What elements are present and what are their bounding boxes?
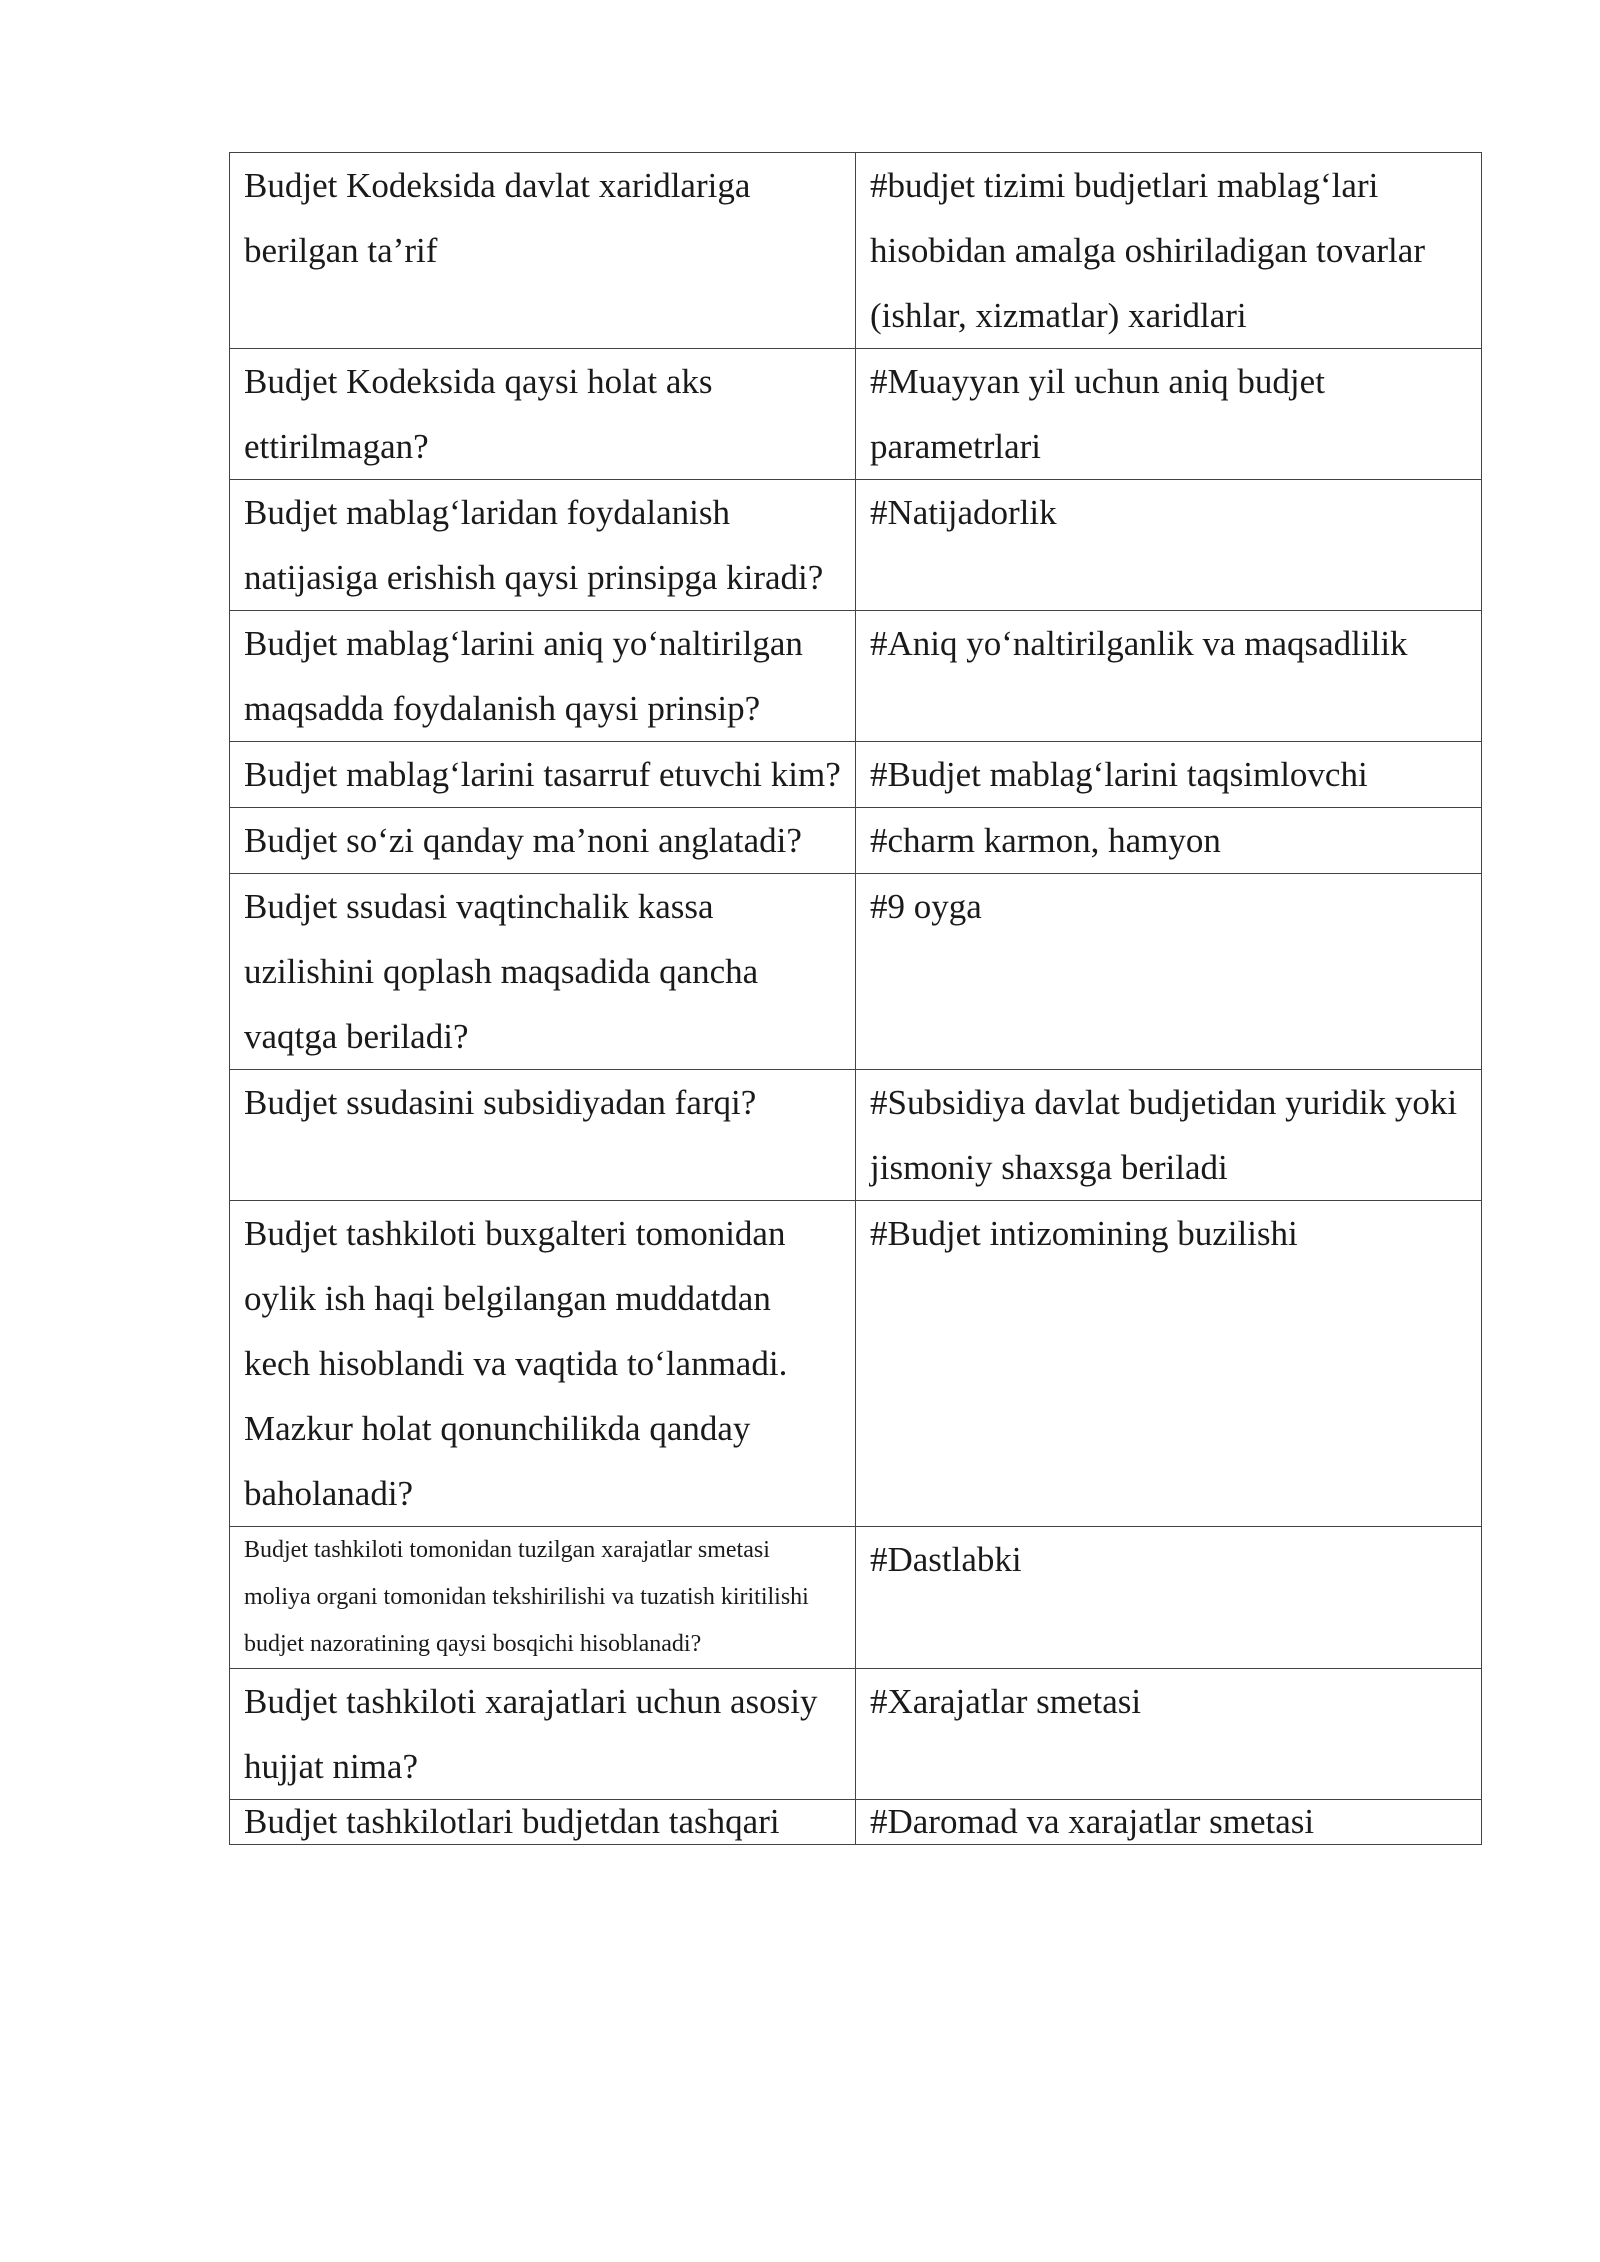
question-cell: Budjet mablag‘larini aniq yo‘naltirilgan maqsadda foydalanish qaysi prinsip? [230,611,856,742]
answer-cell: #Xarajatlar smetasi [856,1669,1482,1800]
answer-cell: #Daromad va xarajatlar smetasi [856,1800,1482,1845]
table-row [230,1527,1482,1669]
question-cell: Budjet Kodeksida qaysi holat aks ettirilmagan? [230,349,856,480]
question-cell: Budjet ssudasi vaqtinchalik kassa uzilishini qoplash maqsadida qancha vaqtga beriladi? [230,874,856,1070]
question-cell: Budjet tashkiloti buxgalteri tomonidan oylik ish haqi belgilangan muddatdan kech hisoblandi va vaqtida to‘lanmadi. Mazkur holat qonunchilikda qanday baholanadi? [230,1201,856,1527]
question-cell: Budjet mablag‘larini tasarruf etuvchi kim? [230,742,856,808]
table-row [230,480,1482,611]
question-cell: Budjet tashkiloti tomonidan tuzilgan xarajatlar smetasi moliya organi tomonidan tekshirilishi va tuzatish kiritilishi budjet nazoratining qaysi bosqichi hisoblanadi? [230,1527,856,1669]
answer-cell: #9 oyga [856,874,1482,1070]
table-row [230,1669,1482,1800]
table-row [230,742,1482,808]
answer-cell: #Budjet mablag‘larini taqsimlovchi [856,742,1482,808]
question-cell: Budjet tashkilotlari budjetdan tashqari [230,1800,856,1845]
answer-cell: #charm karmon, hamyon [856,808,1482,874]
answer-cell: #budjet tizimi budjetlari mablag‘lari hisobidan amalga oshiriladigan tovarlar (ishlar, xizmatlar) xaridlari [856,153,1482,349]
table-row [230,153,1482,349]
table-row [230,808,1482,874]
table-row [230,349,1482,480]
question-cell: Budjet mablag‘laridan foydalanish natijasiga erishish qaysi prinsipga kiradi? [230,480,856,611]
question-cell: Budjet so‘zi qanday ma’noni anglatadi? [230,808,856,874]
table-row [230,611,1482,742]
answer-cell: #Subsidiya davlat budjetidan yuridik yoki jismoniy shaxsga beriladi [856,1070,1482,1201]
question-cell: Budjet ssudasini subsidiyadan farqi? [230,1070,856,1201]
table-row [230,1201,1482,1527]
table-row [230,874,1482,1070]
table-row [230,1800,1482,1845]
answer-cell: #Natijadorlik [856,480,1482,611]
question-cell: Budjet Kodeksida davlat xaridlariga berilgan ta’rif [230,153,856,349]
answer-cell: #Budjet intizomining buzilishi [856,1201,1482,1527]
answer-cell: #Muayyan yil uchun aniq budjet parametrlari [856,349,1482,480]
question-cell: Budjet tashkiloti xarajatlari uchun asosiy hujjat nima? [230,1669,856,1800]
table-row [230,1070,1482,1201]
answer-cell: #Aniq yo‘naltirilganlik va maqsadlilik [856,611,1482,742]
qa-table [229,152,1482,1845]
answer-cell: #Dastlabki [856,1527,1482,1669]
